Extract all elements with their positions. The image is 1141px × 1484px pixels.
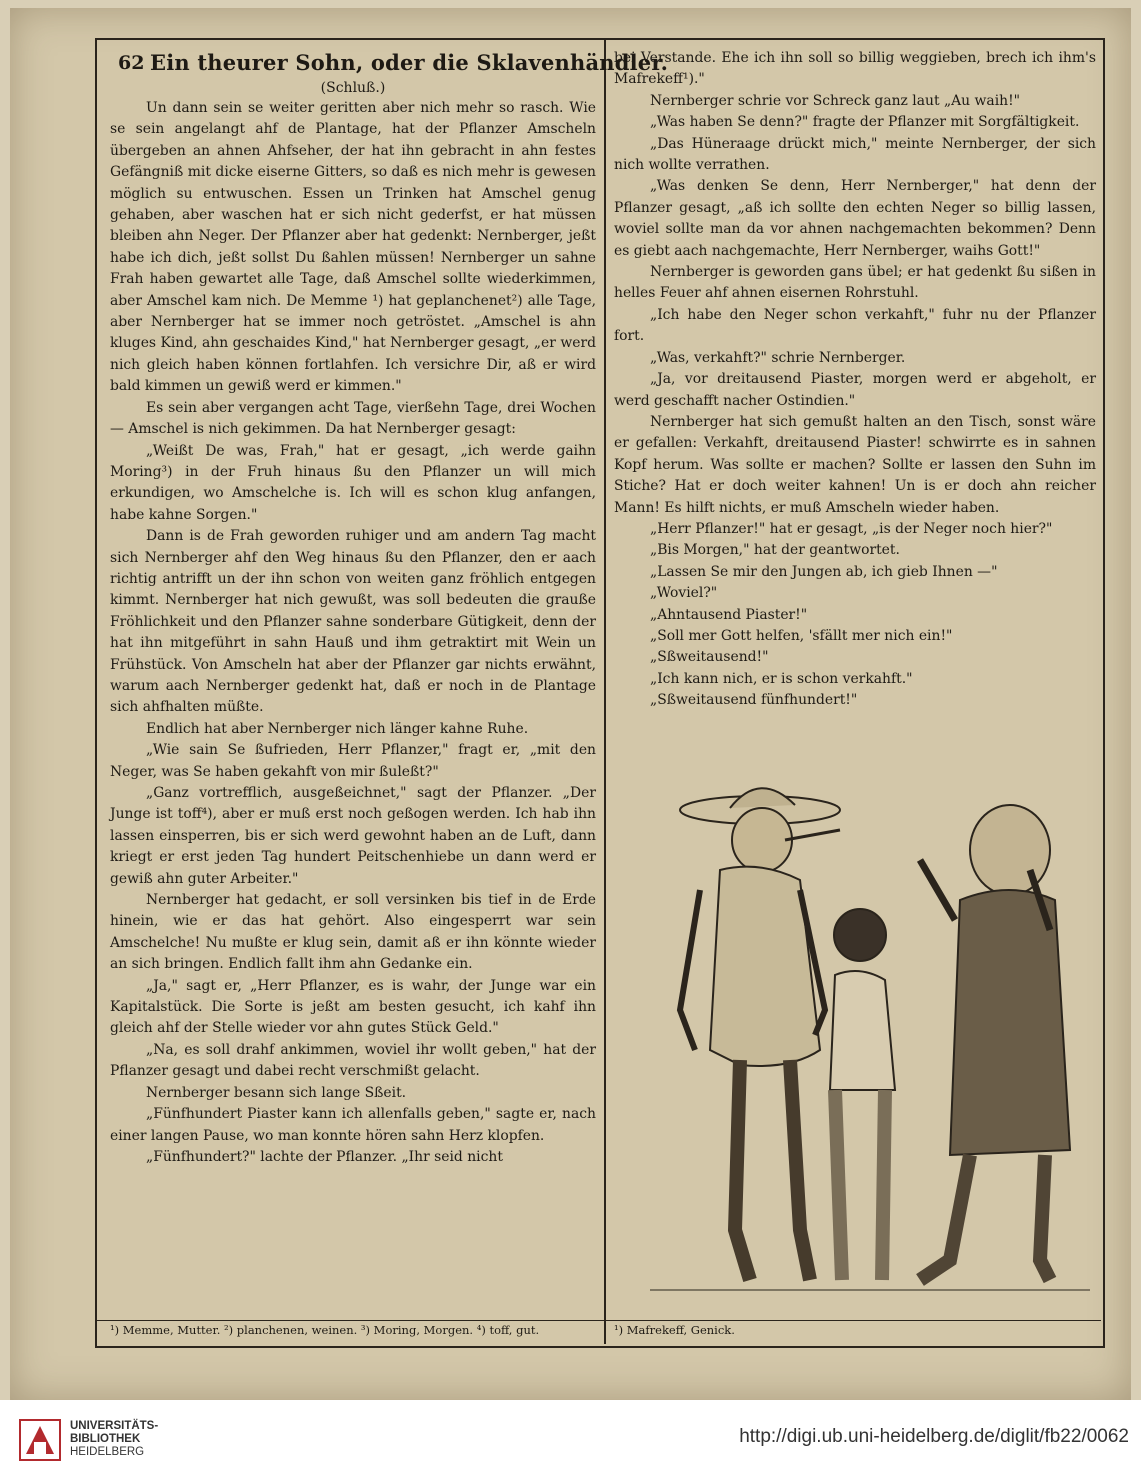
paragraph: Nernberger schrie vor Schreck ganz laut „Au waih!" [650,92,1021,109]
library-line-1: UNIVERSITÄTS- [70,1420,159,1432]
page-header [110,48,669,78]
paragraph: Endlich hat aber Nernberger nich länger kahne Ruhe. [146,720,529,737]
paragraph: „Das Hüneraage drückt mich," meinte Nernberger, der sich nich wollte verrathen. [614,135,1096,174]
column-divider [604,38,606,1344]
permalink-url[interactable]: http://digi.ub.uni-heidelberg.de/diglit/fb22/0062 [739,1426,1129,1447]
footnotes-right: ¹) Mafrekeff, Genick. [614,1323,735,1337]
paragraph: „Ich kann nich, er is schon verkahft." [650,670,913,687]
library-name[interactable] [70,1420,158,1459]
paragraph: „Was denken Se denn, Herr Nernberger," hat denn der Pflanzer gesagt, „aß ich sollte den echten Neger so billig lassen, woviel sollte man da vor ahnen nachgemachten bekommen? Denn es giebt aach nachgemachte, Herr Nernberger, waihs Gott!" [614,178,1096,259]
paragraph: „Fünfhundert Piaster kann ich allenfalls geben," sagte er, nach einer langen Pause, wo man konnte hören sahn Herz klopfen. [110,1106,596,1144]
university-logo-icon[interactable] [18,1418,62,1462]
paragraph: „Fünfhundert?" lachte der Pflanzer. „Ihr seid nicht [146,1148,503,1165]
paragraph: „Woviel?" [650,585,718,602]
article-subtitle: (Schluß.) [320,80,386,96]
paragraph: Es sein aber vergangen acht Tage, vierßehn Tage, drei Wochen — Amschel is nich gekimmen. Da hat Nernberger gesagt: [110,399,596,438]
page-number: 62 [118,52,145,74]
paragraph: „Ja," sagt er, „Herr Pflanzer, es is wahr, der Junge war ein Kapitalstück. Die Sorte is jeßt am besten gesucht, ich kahf ihn gleich ahf der Stelle wieder vor ahn gutes Stück Geld." [110,977,596,1037]
paragraph: „Ganz vortrefflich, ausgeßeichnet," sagt der Pflanzer. „Der Junge ist toff⁴), aber er muß erst noch geßogen werden. Ich hab ihn lassen einsperren, bis er sich werd gewohnt haben an de Luft, dann kriegt er erst jeden Tag hundert Peitschenhiebe un dann werd er gewiß ahn guter Arbeiter." [110,785,596,887]
paragraph: Nernberger hat sich gemußt halten an den Tisch, sonst wäre er gefallen: Verkahft, dreitausend Piaster! schwirrte es in sahnen Kopf herum. Was sollte er machen? Sollte er lassen den Suhn im Stiche? Hat er doch weiter kahnen! Un is er doch ahn reicher Mann! Es hilft nichts, er muß Amscheln wieder haben. [614,413,1096,516]
paragraph: „Na, es soll drahf ankimmen, woviel ihr wollt geben," hat der Pflanzer gesagt und dabei recht verschmißt gelacht. [110,1041,596,1080]
viewer-footer [0,1400,1141,1484]
paragraph: „Ich habe den Neger schon verkahft," fuhr nu der Pflanzer fort. [614,306,1096,345]
scanned-page [10,8,1131,1400]
paragraph: „Was haben Se denn?" fragte der Pflanzer mit Sorgfältigkeit. [650,114,1080,131]
paragraph: „Soll mer Gott helfen, 'sfällt mer nich ein!" [650,627,953,644]
paragraph: bei Verstande. Ehe ich ihn soll so billig weggieben, brech ich ihm's Mafrekeff¹)." [614,50,1096,88]
paragraph: „Wie sain Se ßufrieden, Herr Pflanzer," fragt er, „mit den Neger, was Se haben gekahft von mir ßuleßt?" [110,742,596,780]
paragraph: „Herr Pflanzer!" hat er gesagt, „is der Neger noch hier?" [650,520,1053,537]
library-line-3: HEIDELBERG [70,1446,145,1458]
paragraph: „Ahntausend Piaster!" [650,606,808,623]
paragraph: „Bis Morgen," hat der geantwortet. [650,542,900,559]
paragraph: Un dann sein se weiter geritten aber nich mehr so rasch. Wie se sein angelangt ahf de Plantage, hat der Pflanzer Amscheln übergeben an ahnen Ahfseher, der hat ihn gebracht in ahn festes Gefängniß mit dicke eiserne Gitters, so daß es nich mehr is gewesen möglich su entwuschen. Essen un Trinken hat Amschel genug gehaben, aber waschen hat er sich nicht gederfst, er hat müssen bleiben ahn Neger. Der Pflanzer aber hat gedenkt: Nernberger, jeßt habe ich dich, jeßt sollst Du ßahlen müssen! Nernberger un sahne Frah haben gewartet alle Tage, daß Amschel sollte wiederkimmen, aber Amschel kam nich. De Memme ¹) hat geplanchenet²) alle Tage, aber Nernberger hat se immer noch getröstet. „Amschel is ahn kluges Kind, ahn geschaides Kind," hat Nernberger gesagt, „er werd nich gleich haben können fortlahfen. Ich versichre Dir, aß er wird bald kimmen un gewiß werd er kimmen." [110,100,596,395]
paragraph: Nernberger besann sich lange Sßeit. [146,1084,407,1101]
paragraph: „Sßweitausend fünfhundert!" [650,692,858,709]
article-title: Ein theurer Sohn, oder die Sklavenhändler. [150,50,669,75]
right-column [614,48,1096,712]
paragraph: „Weißt De was, Frah," hat er gesagt, „ich werde gaihn Moring³) in der Fruh hinaus ßu den Pflanzer un will mich erkundigen, wo Amschelche is. Ich will es schon klug anfangen, habe kahne Sorgen." [110,442,596,523]
paragraph: „Lassen Se mir den Jungen ab, ich gieb Ihnen —" [650,563,998,580]
engraving-illustration [650,760,1090,1300]
paragraph: Nernberger is geworden gans übel; er hat gedenkt ßu sißen in helles Feuer ahf ahnen eisernen Rohrstuhl. [614,264,1096,302]
paragraph: „Sßweitausend!" [650,649,769,666]
left-column [110,48,669,1168]
paragraph: Nernberger hat gedacht, er soll versinken bis tief in de Erde hinein, wie er das hat gehört. Also eingesperrt war sein Amschelche! Nu mußte er klug sein, damit aß er ihn könnte wieder an sich bringen. Endlich fallt ihm ahn Gedanke ein. [110,892,596,973]
footnote-rule [95,1320,1101,1321]
footnotes-left: ¹) Memme, Mutter. ²) planchenen, weinen. ³) Moring, Morgen. ⁴) toff, gut. [110,1323,540,1337]
paragraph: „Was, verkahft?" schrie Nernberger. [650,349,906,366]
paragraph: Dann is de Frah geworden ruhiger und am andern Tag macht sich Nernberger ahf den Weg hinaus ßu den Pflanzer, den er aach richtig antrifft un der ihn schon von weiten ganz fröhlich entgegen kimmt. Nernberger hat nich gewußt, was soll bedeuten die graußе Fröhlichkeit und den Pflanzer sahne sonderbare Gütigkeit, denn der hat ihn mitgeführt in sahn Hauß und ihm getraktirt mit Wein un Frühstück. Von Amscheln hat aber der Pflanzer gar nichts erwähnt, warum aach Nernberger gedenkt hat, daß er noch in de Plantage sich ahfhalten müßte. [110,528,596,716]
paragraph: „Ja, vor dreitausend Piaster, morgen werd er abgeholt, er werd geschafft nacher Ostindien." [614,371,1096,409]
library-line-2: BIBLIOTHEK [70,1433,141,1445]
